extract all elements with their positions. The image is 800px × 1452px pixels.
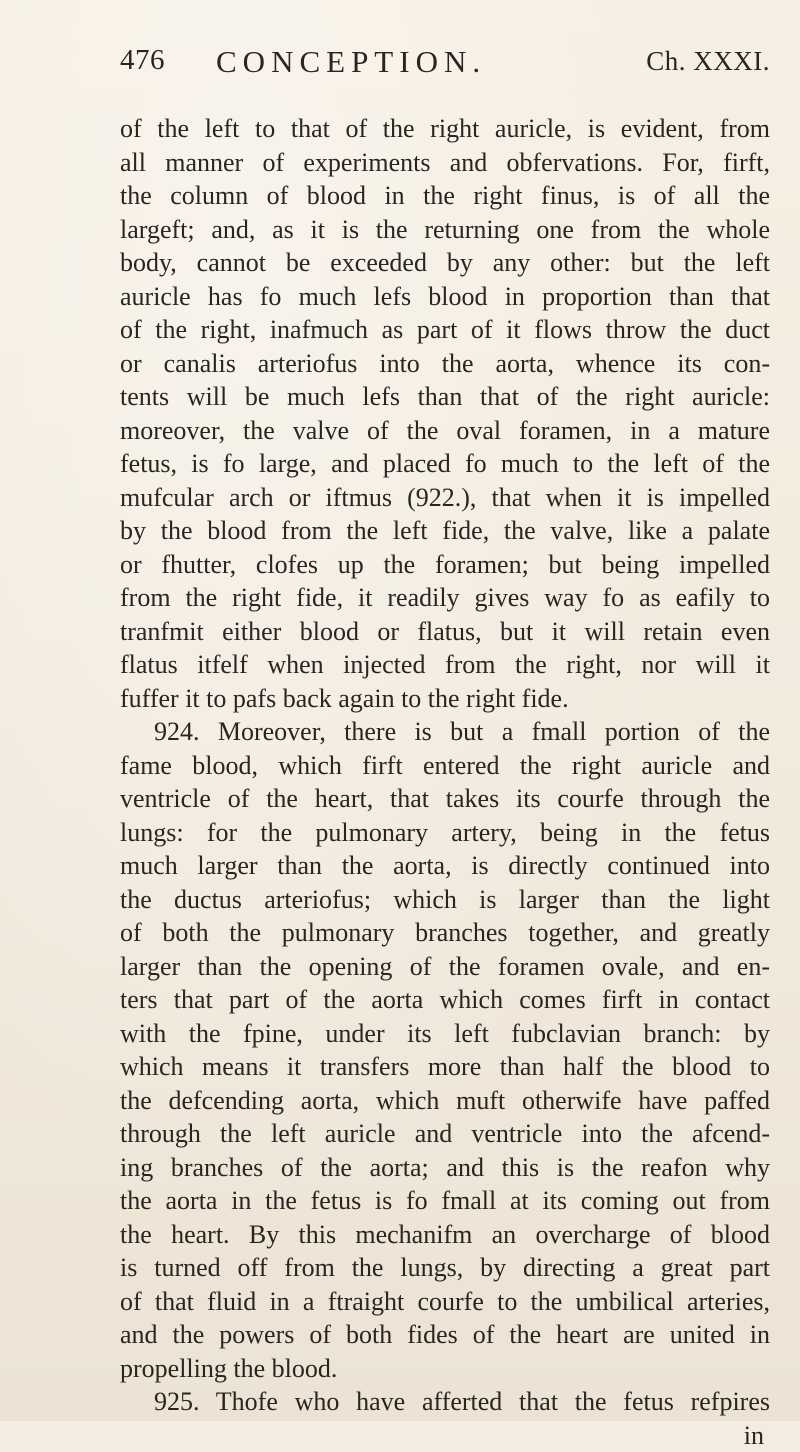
body-text [120, 112, 770, 1452]
text-line: fame blood, which firft entered the right auricle and [120, 749, 770, 783]
chapter-reference: Ch. XXXI. [646, 46, 770, 77]
text-line: the heart. By this mechanifm an overcharge of blood [120, 1218, 770, 1252]
paragraph-924-start: 924. Moreover, there is but a fmall portion of the [120, 715, 770, 749]
text-line: of the right, inafmuch as part of it flows throw the duct [120, 313, 770, 347]
text-line: of both the pulmonary branches together, and greatly [120, 916, 770, 950]
text-line: all manner of experiments and obfervations. For, firft, [120, 146, 770, 180]
text-line: through the left auricle and ventricle into the afcend- [120, 1117, 770, 1151]
text-line: body, cannot be exceeded by any other: but the left [120, 246, 770, 280]
text-line: with the fpine, under its left fubclavian branch: by [120, 1017, 770, 1051]
text-line: from the right fide, it readily gives way fo as eafily to [120, 581, 770, 615]
text-line: fetus, is fo large, and placed fo much to the left of the [120, 447, 770, 481]
text-line: the defcending aorta, which muft otherwife have paffed [120, 1084, 770, 1118]
catchword: in [120, 1419, 770, 1452]
text-line: larger than the opening of the foramen ovale, and en- [120, 950, 770, 984]
text-line: the column of blood in the right finus, is of all the [120, 179, 770, 213]
text-line: tents will be much lefs than that of the right auricle: [120, 380, 770, 414]
text-line: flatus itfelf when injected from the right, nor will it [120, 648, 770, 682]
text-line: by the blood from the left fide, the valve, like a palate [120, 514, 770, 548]
text-line: tranfmit either blood or flatus, but it will retain even [120, 615, 770, 649]
text-line: moreover, the valve of the oval foramen, in a mature [120, 414, 770, 448]
text-line: ing branches of the aorta; and this is the reafon why [120, 1151, 770, 1185]
text-line: lungs: for the pulmonary artery, being in the fetus [120, 816, 770, 850]
text-line: or canalis arteriofus into the aorta, whence its con- [120, 347, 770, 381]
text-line: the aorta in the fetus is fo fmall at its coming out from [120, 1184, 770, 1218]
text-line: propelling the blood. [120, 1352, 770, 1386]
text-line: mufcular arch or iftmus (922.), that when it is impelled [120, 481, 770, 515]
text-line: fuffer it to pafs back again to the right fide. [120, 682, 770, 716]
text-line: ters that part of the aorta which comes firft in contact [120, 983, 770, 1017]
running-title: CONCEPTION. [216, 44, 486, 80]
text-line: largeft; and, as it is the returning one from the whole [120, 213, 770, 247]
text-line: of the left to that of the right auricle, is evident, from [120, 112, 770, 146]
page-number: 476 [120, 44, 165, 77]
text-line: which means it transfers more than half the blood to [120, 1050, 770, 1084]
text-line: auricle has fo much lefs blood in proportion than that [120, 280, 770, 314]
text-line: much larger than the aorta, is directly continued into [120, 849, 770, 883]
text-line: the ductus arteriofus; which is larger than the light [120, 883, 770, 917]
text-line: and the powers of both fides of the heart are united in [120, 1318, 770, 1352]
text-line: or fhutter, clofes up the foramen; but being impelled [120, 548, 770, 582]
running-header [120, 44, 770, 88]
text-line: is turned off from the lungs, by directing a great part [120, 1251, 770, 1285]
text-line: of that fluid in a ftraight courfe to the umbilical arteries, [120, 1285, 770, 1319]
text-line: ventricle of the heart, that takes its courfe through the [120, 782, 770, 816]
paragraph-925-start: 925. Thofe who have afferted that the fetus refpires [120, 1385, 770, 1419]
